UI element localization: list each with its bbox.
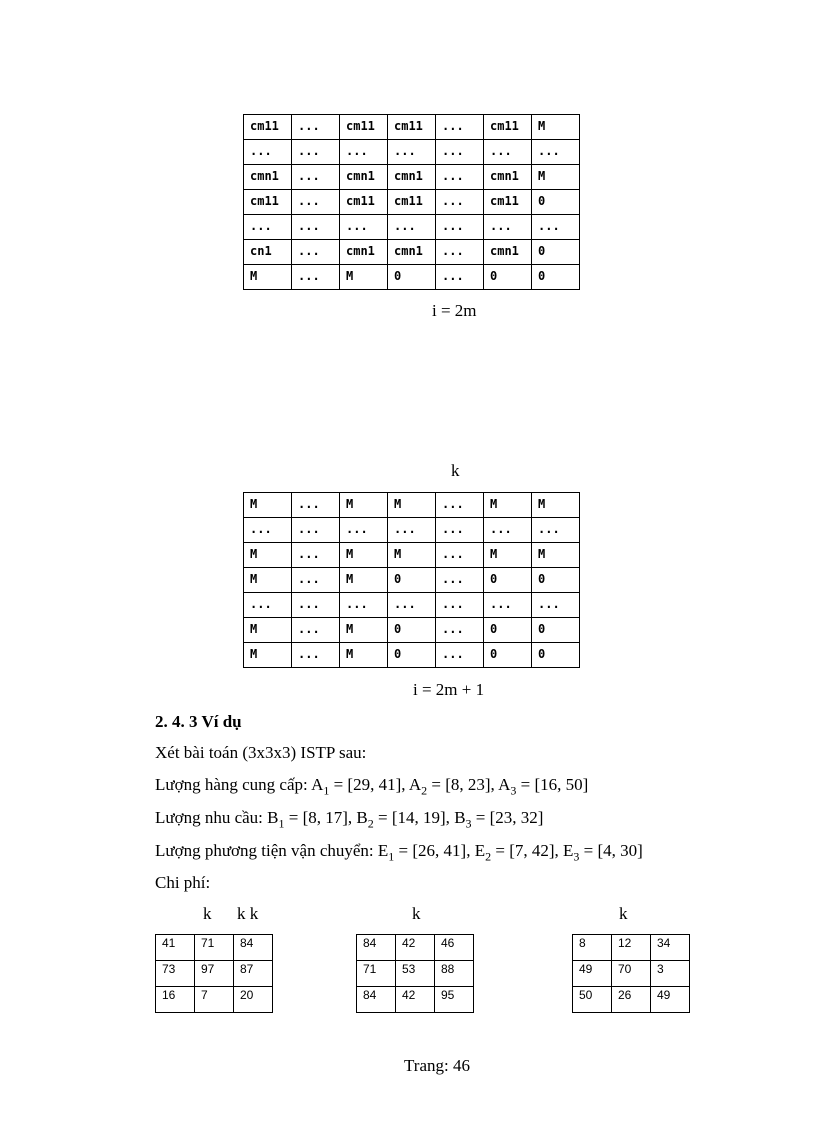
cost-table-1-cell: 20	[234, 987, 273, 1013]
supply-interval: = [16, 50]	[516, 775, 589, 794]
matrix1-cell: ...	[436, 115, 484, 140]
supply-symbol: A	[408, 775, 422, 794]
matrix1-cell: cmn1	[244, 165, 292, 190]
cost-table-1-label-a: k	[203, 904, 212, 923]
matrix1-cell: ...	[436, 240, 484, 265]
matrix1-cell: ...	[436, 140, 484, 165]
matrix1-cell: cmn1	[484, 240, 532, 265]
matrix2-cell: M	[244, 618, 292, 643]
matrix2-cell: 0	[388, 568, 436, 593]
matrix2-cell: M	[484, 543, 532, 568]
cost-table-3-cell: 8	[573, 935, 612, 961]
matrix1-cell: cm11	[244, 190, 292, 215]
matrix2-cell: ...	[340, 593, 388, 618]
matrix2-cell: M	[532, 543, 580, 568]
matrix2-cell: M	[340, 643, 388, 668]
matrix2-cell: 0	[484, 618, 532, 643]
matrix2-cell: 0	[484, 568, 532, 593]
cost-table-3-label: k	[619, 904, 628, 923]
matrix1-cell: 0	[388, 265, 436, 290]
cost-table-3-cell: 3	[651, 961, 690, 987]
cost-table-2-cell: 71	[357, 961, 396, 987]
matrix1-row	[244, 140, 580, 165]
matrix1-row	[244, 240, 580, 265]
matrix1-cell: ...	[244, 140, 292, 165]
matrix2-cell: ...	[436, 543, 484, 568]
matrix2-cell: M	[340, 543, 388, 568]
transport-prefix: Lượng phương tiện vận chuyển:	[155, 841, 378, 860]
matrix2-cell: ...	[244, 518, 292, 543]
matrix-i-2m	[243, 114, 580, 290]
cost-table-2-cell: 46	[435, 935, 474, 961]
matrix2-cell: M	[244, 493, 292, 518]
cost-table-2-row	[357, 961, 474, 987]
transport-interval: = [26, 41],	[394, 841, 475, 860]
matrix2-cell: M	[244, 643, 292, 668]
demand-subscript: 2	[367, 816, 374, 831]
matrix2-top-label: k	[451, 461, 460, 480]
matrix2-cell: 0	[532, 618, 580, 643]
cost-table-2-cell: 53	[396, 961, 435, 987]
supply-subscript: 1	[323, 783, 330, 798]
matrix-i-2m-plus-1	[243, 492, 580, 668]
supply-subscript: 3	[510, 783, 517, 798]
cost-table-2-cell: 95	[435, 987, 474, 1013]
demand-interval: = [23, 32]	[471, 808, 544, 827]
matrix2-cell: 0	[388, 643, 436, 668]
matrix1-cell: ...	[436, 215, 484, 240]
matrix2-row	[244, 593, 580, 618]
demand-interval: = [14, 19],	[373, 808, 455, 827]
matrix2-cell: M	[484, 493, 532, 518]
matrix1-cell: cm11	[388, 115, 436, 140]
matrix1-cell: cm11	[484, 190, 532, 215]
cost-table-3-row	[573, 935, 690, 961]
matrix1-cell: ...	[388, 215, 436, 240]
matrix2-cell: ...	[388, 593, 436, 618]
matrix2-cell: 0	[388, 618, 436, 643]
matrix2-cell: M	[340, 568, 388, 593]
cost-table-1-row	[156, 961, 273, 987]
matrix1-cell: cm11	[340, 115, 388, 140]
demand-subscript: 1	[278, 816, 285, 831]
cost-table-2-cell: 88	[435, 961, 474, 987]
transport-symbol: E	[377, 841, 389, 860]
matrix2-row	[244, 543, 580, 568]
matrix1-cell: cmn1	[484, 165, 532, 190]
matrix1-row	[244, 265, 580, 290]
cost-table-3-cell: 49	[573, 961, 612, 987]
matrix1-cell: 0	[532, 265, 580, 290]
matrix1-cell: ...	[340, 215, 388, 240]
matrix2-cell: ...	[292, 568, 340, 593]
matrix1-cell: cmn1	[388, 240, 436, 265]
matrix1-cell: ...	[484, 140, 532, 165]
cost-table-1-label-b: k k	[237, 904, 259, 923]
cost-label: Chi phí:	[155, 873, 211, 892]
matrix2-cell: ...	[436, 518, 484, 543]
demand-prefix: Lượng nhu cầu:	[155, 808, 268, 827]
cost-table-2-cell: 42	[396, 987, 435, 1013]
matrix2-row	[244, 568, 580, 593]
matrix1-cell: ...	[340, 140, 388, 165]
matrix2-cell: ...	[436, 593, 484, 618]
matrix2-cell: ...	[340, 518, 388, 543]
cost-table-1-cell: 87	[234, 961, 273, 987]
matrix2-cell: ...	[388, 518, 436, 543]
section-heading: 2. 4. 3 Ví dụ	[155, 712, 242, 731]
cost-table-3-cell: 50	[573, 987, 612, 1013]
matrix1-cell: cm11	[340, 190, 388, 215]
cost-table-1-cell: 84	[234, 935, 273, 961]
cost-table-2-cell: 84	[357, 987, 396, 1013]
cost-table-2-row	[357, 987, 474, 1013]
supply-symbol: A	[498, 775, 511, 794]
matrix1-row	[244, 215, 580, 240]
matrix2-cell: ...	[484, 593, 532, 618]
supply-interval: = [8, 23],	[427, 775, 499, 794]
matrix2-caption: i = 2m + 1	[413, 680, 485, 699]
transport-interval: = [7, 42],	[491, 841, 564, 860]
matrix2-cell: M	[340, 493, 388, 518]
demand-symbol: B	[356, 808, 368, 827]
supply-prefix: Lượng hàng cung cấp:	[155, 775, 312, 794]
matrix2-cell: M	[340, 618, 388, 643]
cost-table-3-row	[573, 961, 690, 987]
matrix2-row	[244, 493, 580, 518]
matrix1-cell: M	[244, 265, 292, 290]
cost-table-1-cell: 97	[195, 961, 234, 987]
cost-table-1-cell: 16	[156, 987, 195, 1013]
cost-table-3-cell: 26	[612, 987, 651, 1013]
matrix1-cell: cm11	[484, 115, 532, 140]
supply-line	[155, 775, 588, 798]
matrix1-cell: M	[340, 265, 388, 290]
cost-table-2-cell: 84	[357, 935, 396, 961]
matrix2-cell: ...	[532, 593, 580, 618]
demand-symbol: B	[267, 808, 279, 827]
cost-table-1-cell: 71	[195, 935, 234, 961]
matrix1-cell: M	[532, 165, 580, 190]
matrix1-cell: ...	[532, 140, 580, 165]
matrix2-cell: ...	[292, 643, 340, 668]
demand-subscript: 3	[465, 816, 472, 831]
matrix1-cell: 0	[532, 190, 580, 215]
cost-table-1-row	[156, 935, 273, 961]
cost-table-3-cell: 49	[651, 987, 690, 1013]
matrix1-row	[244, 165, 580, 190]
matrix1-cell: ...	[244, 215, 292, 240]
page-footer: Trang: 46	[404, 1056, 470, 1075]
matrix1-cell: ...	[292, 115, 340, 140]
cost-table-1-cell: 7	[195, 987, 234, 1013]
matrix2-cell: ...	[244, 593, 292, 618]
matrix1-cell: cn1	[244, 240, 292, 265]
demand-symbol: B	[454, 808, 466, 827]
transport-interval: = [4, 30]	[579, 841, 643, 860]
matrix1-cell: M	[532, 115, 580, 140]
transport-symbol: E	[474, 841, 486, 860]
matrix2-row	[244, 618, 580, 643]
supply-subscript: 2	[421, 783, 428, 798]
matrix1-cell: ...	[292, 240, 340, 265]
matrix1-cell: ...	[292, 165, 340, 190]
matrix1-cell: cm11	[244, 115, 292, 140]
transport-subscript: 1	[388, 849, 395, 864]
cost-table-3-row	[573, 987, 690, 1013]
matrix2-cell: M	[388, 543, 436, 568]
cost-table-3-cell: 12	[612, 935, 651, 961]
matrix1-cell: cm11	[388, 190, 436, 215]
matrix2-cell: 0	[532, 568, 580, 593]
matrix1-cell: 0	[484, 265, 532, 290]
demand-interval: = [8, 17],	[284, 808, 357, 827]
cost-table-3	[572, 934, 690, 1013]
matrix2-cell: 0	[532, 643, 580, 668]
matrix2-cell: ...	[484, 518, 532, 543]
demand-line	[155, 808, 543, 831]
matrix2-cell: ...	[436, 493, 484, 518]
matrix1-caption: i = 2m	[432, 301, 477, 320]
matrix1-cell: ...	[292, 140, 340, 165]
matrix1-cell: 0	[532, 240, 580, 265]
matrix2-cell: ...	[292, 543, 340, 568]
cost-table-2-label: k	[412, 904, 421, 923]
matrix1-cell: cmn1	[388, 165, 436, 190]
cost-table-2-row	[357, 935, 474, 961]
matrix1-cell: ...	[388, 140, 436, 165]
matrix2-cell: ...	[532, 518, 580, 543]
matrix1-cell: ...	[436, 265, 484, 290]
matrix2-cell: ...	[292, 593, 340, 618]
cost-table-2-cell: 42	[396, 935, 435, 961]
cost-table-1-cell: 73	[156, 961, 195, 987]
transport-subscript: 3	[573, 849, 580, 864]
matrix1-cell: cmn1	[340, 240, 388, 265]
cost-table-3-cell: 34	[651, 935, 690, 961]
transport-line	[155, 841, 643, 864]
matrix1-cell: ...	[292, 215, 340, 240]
matrix2-cell: M	[244, 543, 292, 568]
intro-text: Xét bài toán (3x3x3) ISTP sau:	[155, 743, 367, 762]
cost-table-1-cell: 41	[156, 935, 195, 961]
matrix2-cell: M	[244, 568, 292, 593]
matrix2-cell: ...	[292, 493, 340, 518]
matrix2-cell: ...	[436, 618, 484, 643]
matrix2-cell: ...	[292, 618, 340, 643]
matrix2-row	[244, 643, 580, 668]
supply-symbol: A	[311, 775, 324, 794]
matrix2-row	[244, 518, 580, 543]
matrix1-cell: ...	[484, 215, 532, 240]
cost-table-2	[356, 934, 474, 1013]
matrix2-cell: 0	[484, 643, 532, 668]
cost-table-1-row	[156, 987, 273, 1013]
matrix1-cell: ...	[292, 190, 340, 215]
matrix1-cell: ...	[532, 215, 580, 240]
matrix2-cell: M	[388, 493, 436, 518]
supply-interval: = [29, 41],	[329, 775, 409, 794]
matrix2-cell: ...	[436, 568, 484, 593]
matrix1-row	[244, 115, 580, 140]
matrix1-cell: ...	[436, 165, 484, 190]
matrix2-cell: ...	[436, 643, 484, 668]
matrix2-cell: ...	[292, 518, 340, 543]
matrix1-cell: cmn1	[340, 165, 388, 190]
cost-table-3-cell: 70	[612, 961, 651, 987]
matrix1-row	[244, 190, 580, 215]
cost-table-1	[155, 934, 273, 1013]
matrix1-cell: ...	[436, 190, 484, 215]
transport-subscript: 2	[485, 849, 492, 864]
transport-symbol: E	[563, 841, 574, 860]
matrix1-cell: ...	[292, 265, 340, 290]
matrix2-cell: M	[532, 493, 580, 518]
